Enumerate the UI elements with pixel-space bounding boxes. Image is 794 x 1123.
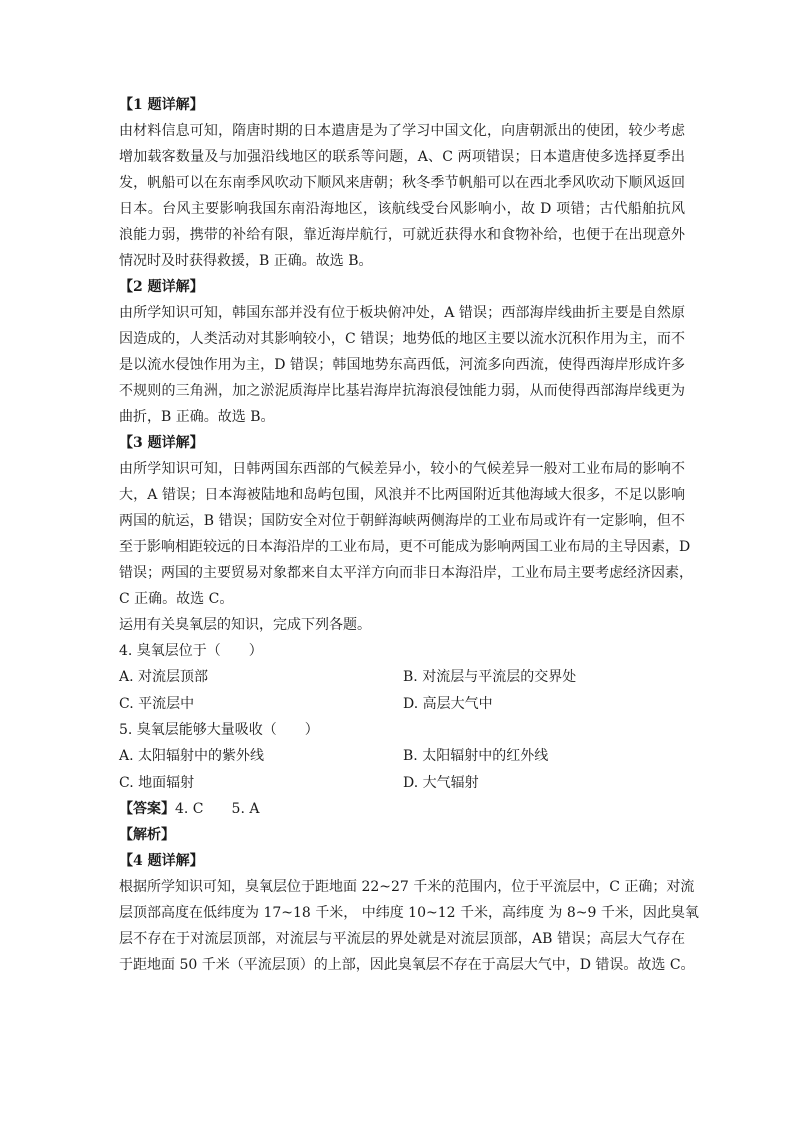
question-4-option-d: D. 高层大气中 bbox=[403, 695, 493, 712]
section-2-line-1: 由所学知识可知，韩国东部并没有位于板块俯冲处，A 错误；西部海岸线曲折主要是自然原 bbox=[119, 305, 685, 321]
question-5-stem: 5. 臭氧层能够大量吸收（ ） bbox=[119, 722, 319, 738]
section-2-line-2: 因造成的，人类活动对其影响较小，C 错误；地势低的地区主要以流水沉积作用为主，而不 bbox=[119, 331, 685, 347]
section-3-line-4: 至于影响相距较远的日本海沿岸的工业布局，更不可能成为影响两国工业布局的主导因素，D bbox=[119, 539, 691, 555]
section-3-line-2: 大，A 错误；日本海被陆地和岛屿包围，风浪并不比两国附近其他海域大很多，不足以影响 bbox=[119, 487, 685, 503]
answer-item-5: 5. A bbox=[231, 801, 260, 817]
answer-line bbox=[119, 796, 685, 822]
section-4-line-3: 层不存在于对流层顶部，对流层与平流层的界处就是对流层顶部，AB 错误；高层大气存在 bbox=[119, 931, 685, 947]
section-2-heading: 【2 题详解】 bbox=[119, 279, 204, 295]
section-2-line-5: 曲折，B 正确。故选 B。 bbox=[119, 409, 275, 425]
section-3-line-6: C 正确。故选 C。 bbox=[119, 591, 234, 607]
section-3-heading: 【3 题详解】 bbox=[119, 435, 204, 451]
question-5-options-row-1 bbox=[119, 743, 685, 770]
question-4-options-row-2 bbox=[119, 691, 685, 718]
section-4-line-4: 于距地面 50 千米（平流层顶）的上部，因此臭氧层不存在于高层大气中，D 错误。故选 C。 bbox=[119, 957, 695, 973]
question-4-stem: 4. 臭氧层位于（ ） bbox=[119, 643, 263, 659]
answer-label: 【答案】 bbox=[119, 801, 175, 817]
question-5-option-a: A. 太阳辐射中的紫外线 bbox=[119, 748, 265, 764]
section-1-line-6: 情况时及时获得救援，B 正确。故选 B。 bbox=[119, 253, 373, 269]
question-4-option-c: C. 平流层中 bbox=[119, 695, 195, 712]
question-4-options-row-1 bbox=[119, 664, 685, 691]
question-intro: 运用有关臭氧层的知识，完成下列各题。 bbox=[119, 617, 371, 633]
section-1-line-1: 由材料信息可知，隋唐时期的日本遣唐是为了学习中国文化，向唐朝派出的使团，较少考虑 bbox=[119, 123, 685, 139]
section-4-line-2: 层顶部高度在低纬度为 17~18 千米， 中纬度 10~12 千米，高纬度 为 8~9 千米，因此臭氧 bbox=[119, 905, 699, 921]
analysis-label: 【解析】 bbox=[119, 827, 175, 843]
section-3-line-5: 错误；两国的主要贸易对象都来自太平洋方向而非日本海沿岸，工业布局主要考虑经济因素， bbox=[119, 565, 693, 581]
question-4-option-b: B. 对流层与平流层的交界处 bbox=[403, 669, 577, 685]
section-1-line-4: 日本。台风主要影响我国东南沿海地区，该航线受台风影响小，故 D 项错；古代船舶抗风 bbox=[119, 201, 685, 217]
question-5-option-c: C. 地面辐射 bbox=[119, 774, 195, 791]
question-5-option-b: B. 太阳辐射中的红外线 bbox=[403, 748, 549, 764]
question-5-options-row-2 bbox=[119, 770, 685, 797]
section-1-line-2: 增加载客数量及与加强沿线地区的联系等问题，A、C 两项错误；日本遣唐使多选择夏季出 bbox=[119, 149, 685, 165]
section-3-line-3: 两国的航运，B 错误；国防安全对位于朝鲜海峡两侧海岸的工业布局或许有一定影响，但不 bbox=[119, 513, 685, 529]
question-5-option-d: D. 大气辐射 bbox=[403, 774, 479, 791]
question-4-option-a: A. 对流层顶部 bbox=[119, 669, 209, 685]
section-4-line-1: 根据所学知识可知，臭氧层位于距地面 22~27 千米的范围内，位于平流层中，C 正确；对流 bbox=[119, 879, 695, 895]
section-2-line-3: 是以流水侵蚀作用为主，D 错误；韩国地势东高西低，河流多向西流，使得西海岸形成许多 bbox=[119, 357, 685, 373]
section-1-heading: 【1 题详解】 bbox=[119, 97, 204, 113]
section-3-line-1: 由所学知识可知，日韩两国东西部的气候差异小，较小的气候差异一般对工业布局的影响不 bbox=[119, 461, 685, 477]
section-1-line-5: 浪能力弱，携带的补给有限，靠近海岸航行，可就近获得水和食物补给，也便于在出现意外 bbox=[119, 227, 685, 243]
section-1-line-3: 发，帆船可以在东南季风吹动下顺风来唐朝；秋冬季节帆船可以在西北季风吹动下顺风返回 bbox=[119, 175, 685, 191]
section-2-line-4: 不规则的三角洲，加之淤泥质海岸比基岩海岸抗海浪侵蚀能力弱，从而使得西部海岸线更为 bbox=[119, 383, 685, 399]
answer-item-4: 4. C bbox=[175, 801, 204, 817]
document-page bbox=[119, 92, 699, 978]
section-4-heading: 【4 题详解】 bbox=[119, 853, 204, 869]
